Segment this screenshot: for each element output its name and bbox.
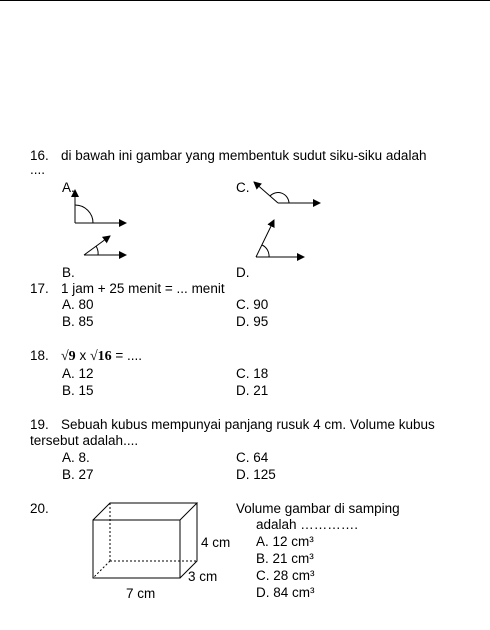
option-c: C. 18 — [236, 366, 269, 381]
question-text-line-1: Sebuah kubus mempunyai panjang rusuk 4 cm. Volume kubus — [61, 417, 435, 432]
option-d-acute-angle-figure — [248, 214, 328, 264]
question-text-line-2: tersebut adalah.... — [30, 433, 139, 448]
option-c-obtuse-angle-figure — [248, 176, 328, 216]
equals-dots: = .... — [115, 348, 143, 363]
option-d: D. 21 — [236, 383, 269, 398]
question-text-line-1: Volume gambar di samping — [236, 501, 400, 516]
option-c: C. 90 — [236, 297, 269, 312]
option-b-label: B. — [62, 265, 75, 280]
question-text: di bawah ini gambar yang membentuk sudut siku-siku adalah — [61, 148, 427, 163]
question-text-line-2: adalah …………. — [256, 517, 359, 532]
question-number: 16. — [30, 148, 49, 163]
option-b: B. 15 — [62, 383, 94, 398]
option-b-acute-angle-figure — [70, 230, 140, 270]
question-text — [61, 347, 142, 365]
cuboid-figure — [92, 502, 202, 582]
option-a: A. 8. — [62, 450, 90, 465]
option-d: D. 84 cm³ — [256, 585, 315, 600]
option-c-label: C. — [236, 180, 250, 195]
question-number: 18. — [30, 348, 49, 363]
option-a: A. 80 — [62, 297, 94, 312]
height-label: 4 cm — [201, 535, 231, 550]
question-text-continuation: .... — [30, 162, 46, 177]
option-c: C. 64 — [236, 450, 269, 465]
option-d-label: D. — [236, 265, 250, 280]
option-d: D. 95 — [236, 314, 269, 329]
question-number: 19. — [30, 417, 49, 432]
sqrt-nine: √9 — [61, 349, 76, 364]
option-b: B. 27 — [62, 467, 94, 482]
question-text: 1 jam + 25 menit = ... menit — [61, 281, 225, 296]
length-label: 7 cm — [126, 586, 156, 601]
times-sign: x — [79, 348, 87, 363]
option-a-label: A. — [62, 180, 75, 195]
option-b: B. 21 cm³ — [256, 551, 314, 566]
page-top-border — [0, 0, 490, 1]
depth-label: 3 cm — [188, 569, 218, 584]
sqrt-sixteen: √16 — [89, 349, 112, 364]
option-a: A. 12 — [62, 366, 94, 381]
question-number: 20. — [30, 501, 49, 516]
option-a: A. 12 cm³ — [256, 534, 314, 549]
option-d: D. 125 — [236, 467, 276, 482]
question-number: 17. — [30, 281, 49, 296]
option-b: B. 85 — [62, 314, 94, 329]
option-c: C. 28 cm³ — [256, 568, 315, 583]
